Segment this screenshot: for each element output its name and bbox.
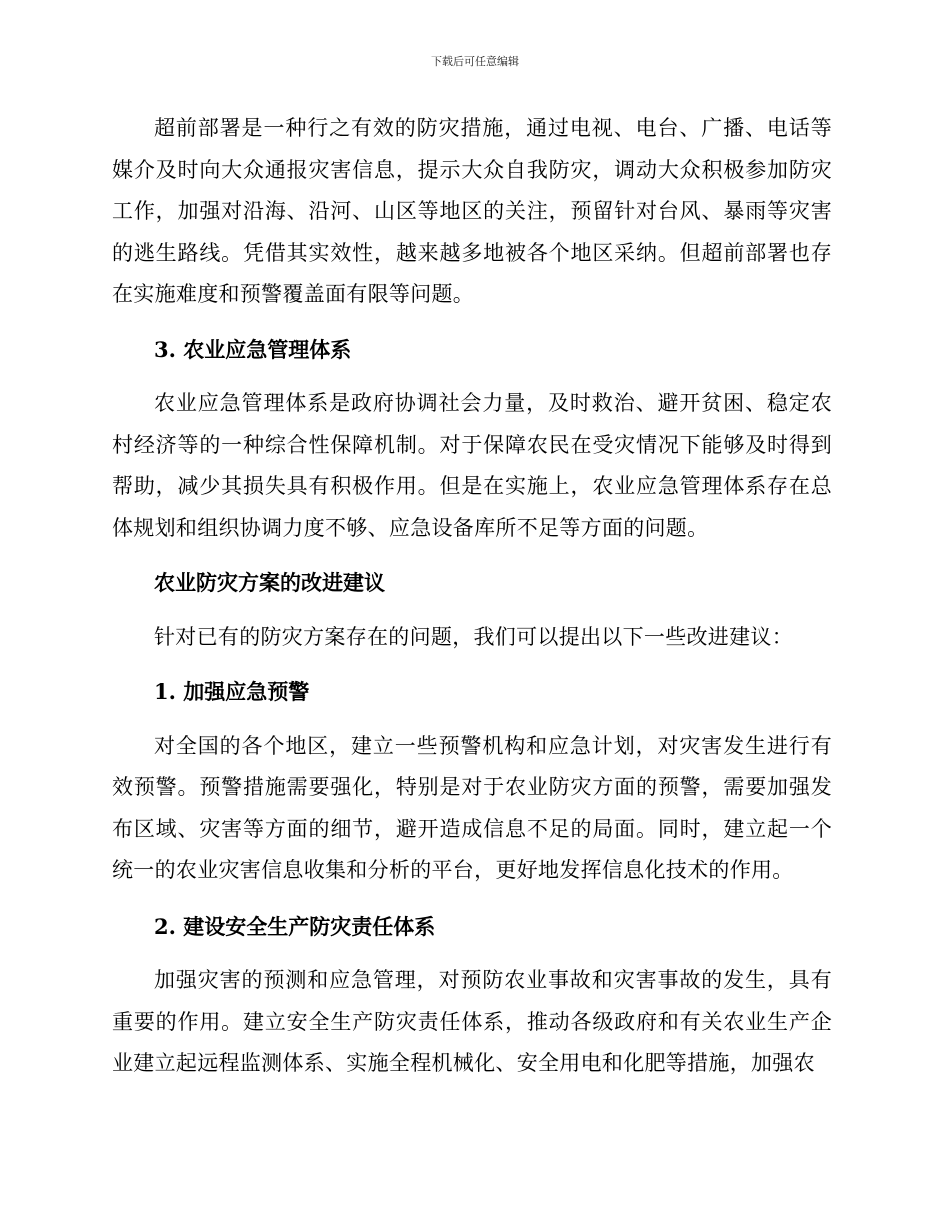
paragraph-safety-responsibility: 加强灾害的预测和应急管理，对预防农业事故和灾害事故的发生，具有重要的作用。建立安全生产防灾责任体系，推动各级政府和有关农业生产企业建立起远程监测体系、实施全程机械化、安全用电和化肥等措施，加强农 — [112, 968, 832, 1075]
paragraph-strengthen-warning: 对全国的各个地区，建立一些预警机构和应急计划，对灾害发生进行有效预警。预警措施需要强化，特别是对于农业防灾方面的预警，需要加强发布区域、灾害等方面的细节，避开造成信息不足的局面。同时，建立起一个统一的农业灾害信息收集和分析的平台，更好地发挥信息化技术的作用。 — [112, 733, 832, 882]
heading-strengthen-warning: 1. 加强应急预警 — [154, 679, 310, 704]
heading-improvement-suggestions: 农业防灾方案的改进建议 — [154, 570, 385, 595]
paragraph-intro-suggestions: 针对已有的防灾方案存在的问题，我们可以提出以下一些改进建议： — [154, 624, 793, 649]
paragraph-agri-emergency-system: 农业应急管理体系是政府协调社会力量，及时救治、避开贫困、稳定农村经济等的一种综合性保障机制。对于保障农民在受灾情况下能够及时得到帮助，减少其损失具有积极作用。但是在实施上，农业应急管理体系存在总体规划和组织协调力度不够、应急设备库所不足等方面的问题。 — [112, 391, 832, 540]
heading-safety-responsibility: 2. 建设安全生产防灾责任体系 — [154, 913, 436, 939]
heading-agri-emergency-system: 3. 农业应急管理体系 — [154, 336, 352, 362]
paragraph-advance-deployment: 超前部署是一种行之有效的防灾措施，通过电视、电台、广播、电话等媒介及时向大众通报灾害信息，提示大众自我防灾，调动大众积极参加防灾工作，加强对沿海、沿河、山区等地区的关注，预留针对台风、暴雨等灾害的逃生路线。凭借其实效性，越来越多地被各个地区采纳。但超前部署也存在实施难度和预警覆盖面有限等问题。 — [112, 116, 832, 306]
document-body — [112, 108, 832, 1085]
page-header: 下载后可任意编辑 — [431, 55, 519, 68]
